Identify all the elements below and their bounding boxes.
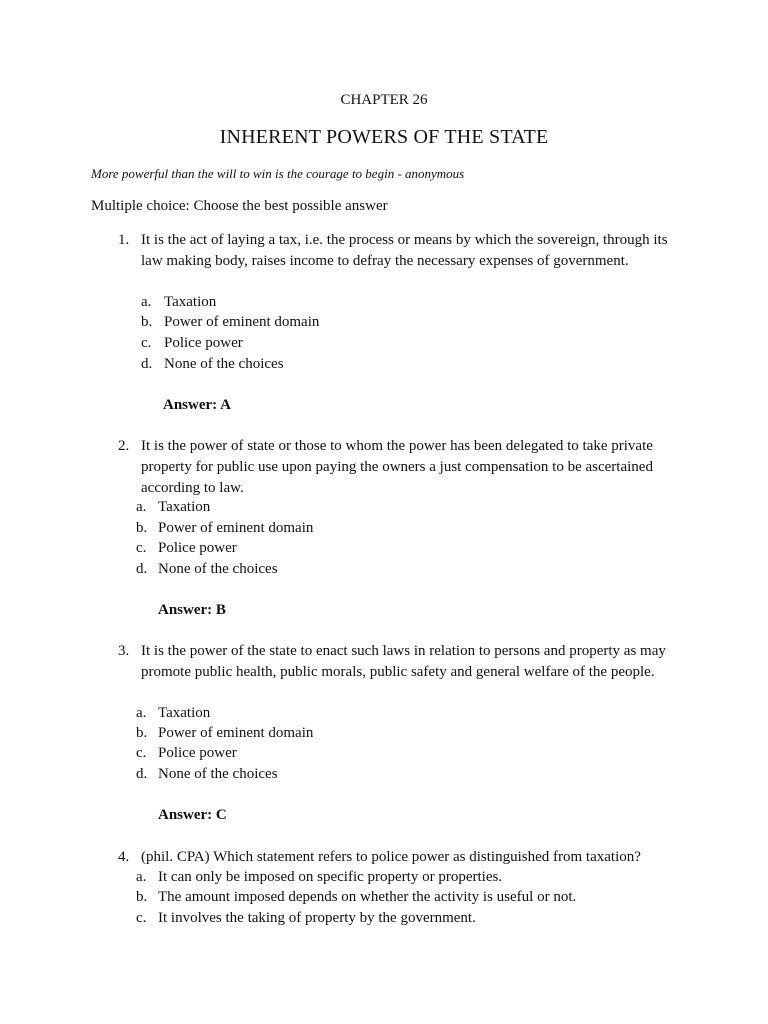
choice-letter: c. <box>136 745 147 761</box>
choice-text: Power of eminent domain <box>158 725 314 741</box>
choice-letter: a. <box>141 294 152 310</box>
question-text-line: It is the act of laying a tax, i.e. the process or means by which the sovereign, through its <box>141 232 668 248</box>
choice-text: Power of eminent domain <box>164 314 320 330</box>
choice-text: Power of eminent domain <box>158 520 314 536</box>
choice-letter: b. <box>136 725 148 741</box>
choice-letter: a. <box>136 869 147 885</box>
choice-text: It involves the taking of property by the government. <box>158 910 476 926</box>
question-text-line: It is the power of the state to enact such laws in relation to persons and property as may <box>141 643 666 659</box>
choice-text: None of the choices <box>164 356 284 372</box>
choice-text: It can only be imposed on specific property or properties. <box>158 869 503 885</box>
question-text-line: law making body, raises income to defray the necessary expenses of government. <box>141 253 629 269</box>
choice-text: Police power <box>158 745 237 761</box>
answer-label: Answer: A <box>163 397 231 413</box>
choice-text: Police power <box>158 540 237 556</box>
chapter-heading: CHAPTER 26 <box>340 92 428 108</box>
choice-text: Taxation <box>164 294 217 310</box>
choice-letter: c. <box>141 335 152 351</box>
choice-text: The amount imposed depends on whether the activity is useful or not. <box>158 889 577 905</box>
answer-label: Answer: C <box>158 807 227 823</box>
choice-text: Police power <box>164 335 243 351</box>
choice-text: None of the choices <box>158 766 278 782</box>
choice-letter: d. <box>141 356 153 372</box>
question-text-line: property for public use upon paying the owners a just compensation to be ascertained <box>141 459 653 475</box>
choice-letter: c. <box>136 910 147 926</box>
instructions: Multiple choice: Choose the best possible answer <box>91 198 388 214</box>
question-text-line: according to law. <box>141 480 244 496</box>
choice-letter: d. <box>136 766 148 782</box>
choice-letter: b. <box>136 889 148 905</box>
question-number: 1. <box>118 232 130 248</box>
epigraph-quote: More powerful than the will to win is the courage to begin - anonymous <box>91 166 465 181</box>
question-text-line: It is the power of state or those to whom the power has been delegated to take private <box>141 438 653 454</box>
choice-text: Taxation <box>158 499 211 515</box>
choice-text: Taxation <box>158 705 211 721</box>
choice-letter: a. <box>136 705 147 721</box>
choice-letter: a. <box>136 499 147 515</box>
choice-letter: b. <box>141 314 153 330</box>
question-number: 4. <box>118 849 130 865</box>
answer-label: Answer: B <box>158 602 226 618</box>
question-text-line: (phil. CPA) Which statement refers to police power as distinguished from taxation? <box>141 849 641 865</box>
question-text-line: promote public health, public morals, public safety and general welfare of the people. <box>141 664 655 680</box>
choice-text: None of the choices <box>158 561 278 577</box>
question-number: 2. <box>118 438 130 454</box>
question-number: 3. <box>118 643 130 659</box>
choice-letter: c. <box>136 540 147 556</box>
choice-letter: d. <box>136 561 148 577</box>
page-title: INHERENT POWERS OF THE STATE <box>219 126 549 148</box>
choice-letter: b. <box>136 520 148 536</box>
